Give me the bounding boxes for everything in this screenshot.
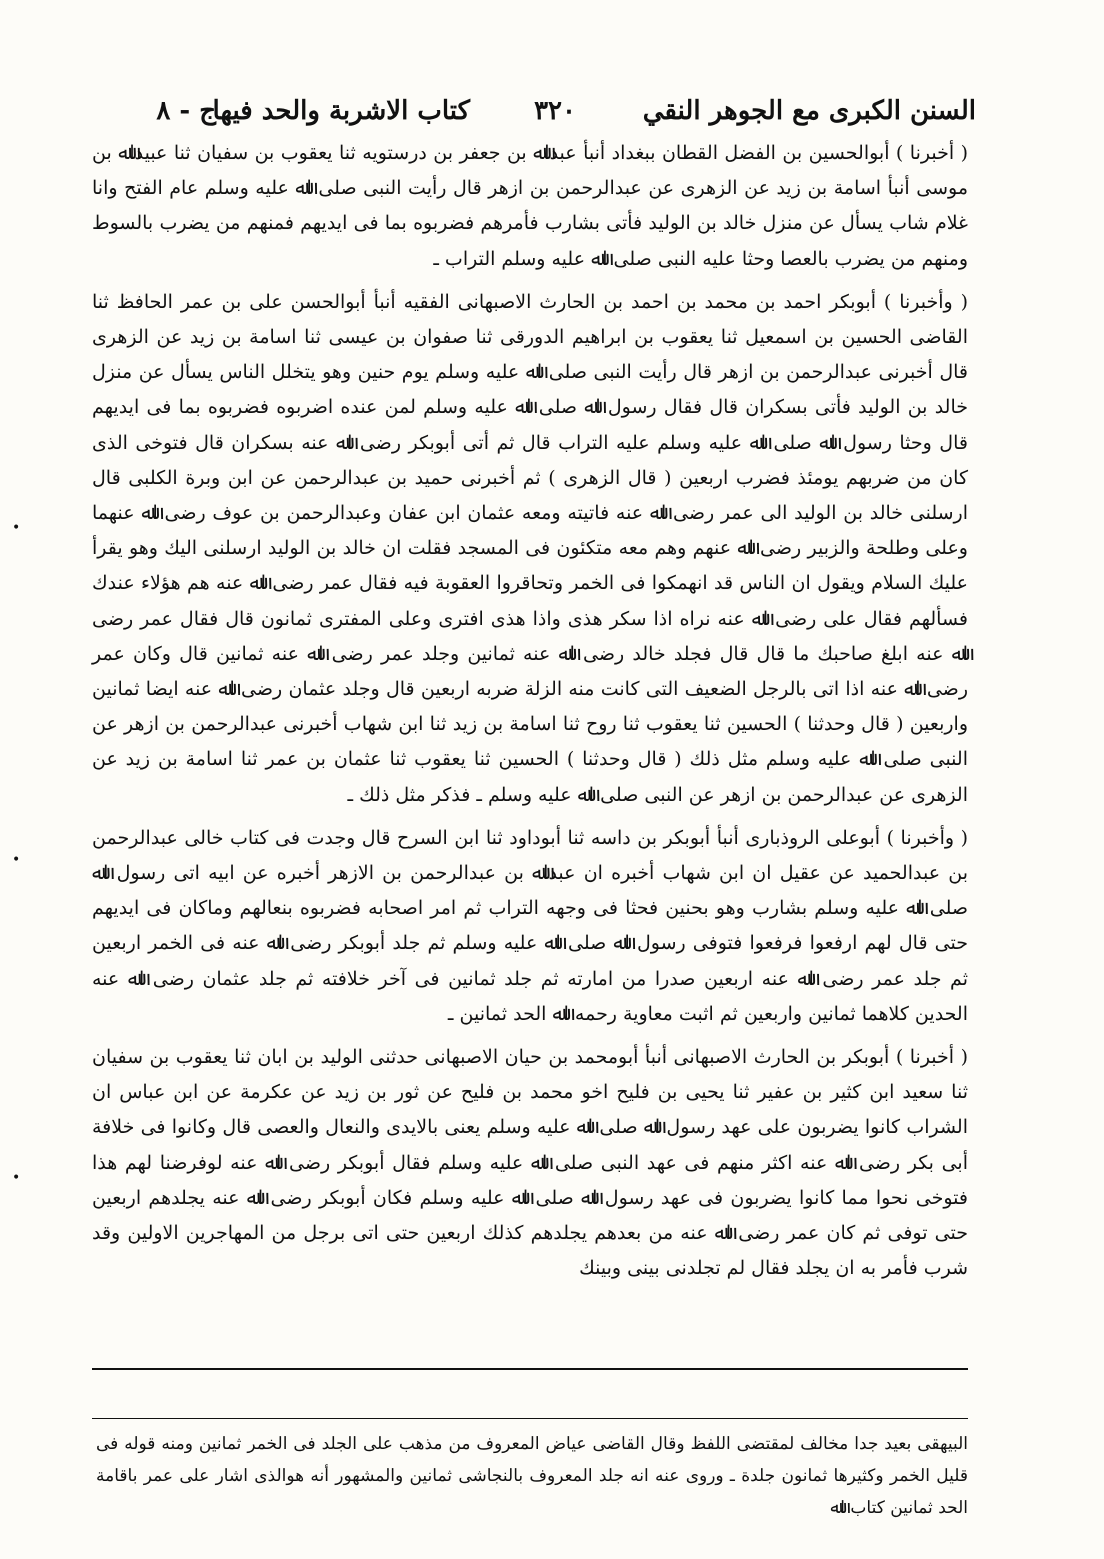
margin-mark: • bbox=[12, 520, 21, 536]
paragraph: ( أخبرنا ) أبوبكر بن الحارث الاصبهانى أنبأ أبومحمد بن حيان الاصبهانى حدثنى الوليد بن ابان ثنا يعقوب بن سفيان ثنا سعيد ابن كثير بن عفير ثنا يحيى بن فليح اخو محمد بن فليح عن ثور بن زيد عن عكرمة عن ابن عباس ان الشراب كانوا يضربون على عهد رسول اﷲ صلى اﷲ عليه وسلم يعنى بالايدى والنعال والعصى قال وكانوا فى خلافة أبى بكر رضى اﷲ عنه اكثر منهم فى عهد النبى صلى اﷲ عليه وسلم فقال أبوبكر رضى اﷲ عنه لوفرضنا لهم هذا فتوخى نحوا مما كانوا يضربون فى عهد رسول اﷲ صلى اﷲ عليه وسلم فكان أبوبكر رضى اﷲ عنه يجلدهم اربعين حتى توفى ثم كان عمر رضى اﷲ عنه من بعدهم يجلدهم كذلك اربعين حتى اتى برجل من المهاجرين الاولين وقد شرب فأمر به ان يجلد فقال لم تجلدنى بينى وبينك bbox=[92, 1046, 968, 1280]
volume-number: ج - ٨ bbox=[156, 96, 216, 126]
paragraph: ( وأخبرنا ) أبوعلى الروذبارى أنبأ أبوبكر بن داسه ثنا أبوداود ثنا ابن السرح قال وجدت فى كتاب خالى عبدالرحمن بن عبدالحميد عن عقيل ان ابن شهاب أخبره ان عبداﷲ بن عبدالرحمن بن الازهر أخبره عن ابيه اتى رسول اﷲ صلى اﷲ عليه وسلم بشارب وهو بحنين فحثا فى وجهه التراب ثم امر اصحابه فضربوه بنعالهم وماكان فى ايديهم حتى قال لهم ارفعوا فرفعوا فتوفى رسول اﷲ صلى اﷲ عليه وسلم ثم جلد أبوبكر رضى اﷲ عنه فى الخمر اربعين ثم جلد عمر رضى اﷲ عنه اربعين صدرا من امارته ثم جلد ثمانين فى آخر خلافته ثم جلد عثمان رضى اﷲ عنه الحدين كلاهما ثمانين واربعين ثم اثبت معاوية رحمه اﷲ الحد ثمانين ـ bbox=[92, 826, 968, 1025]
header-title: السنن الكبرى مع الجوهر النقي bbox=[642, 96, 976, 126]
paragraph: ( وأخبرنا ) أبوبكر احمد بن محمد بن احمد بن الحارث الاصبهانى الفقيه أنبأ أبوالحسن على بن عمر الحافظ ثنا القاضى الحسين بن اسمعيل ثنا يعقوب بن ابراهيم الدورقى ثنا صفوان بن عيسى ثنا اسامة بن زيد عن الزهرى قال أخبرنى عبدالرحمن بن ازهر قال رأيت النبى صلى اﷲ عليه وسلم يوم حنين وهو يتخلل الناس يسأل عن منزل خالد بن الوليد فأتى بسكران قال فقال رسول اﷲ صلى اﷲ عليه وسلم لمن عنده اضربوه فضربوه بما فى ايديهم قال وحثا رسول اﷲ صلى اﷲ عليه وسلم عليه التراب قال ثم أتى أبوبكر رضى اﷲ عنه بسكران قال فتوخى الذى كان من ضربهم يومئذ فضرب اربعين ( قال الزهرى ) ثم أخبرنى حميد بن عبدالرحمن عن ابن وبرة الكلبى قال ارسلنى خالد بن الوليد الى عمر رضى اﷲ عنه فاتيته ومعه عثمان ابن عفان وعبدالرحمن بن عوف رضى اﷲ عنهما وعلى وطلحة والزبير رضى اﷲ عنهم وهم معه متكئون فى المسجد فقلت ان خالد بن الوليد ارسلنى اليك وهو يقرأ عليك السلام ويقول ان الناس قد انهمكوا فى الخمر وتحاقروا العقوبة فيه فقال عمر رضى اﷲ عنه هم هؤلاء عندك فسألهم فقال على رضى اﷲ عنه نراه اذا سكر هذى واذا هذى افترى وعلى المفترى ثمانون قال فقال عمر رضى اﷲ عنه ابلغ صاحبك ما قال قال فجلد خالد رضى اﷲ عنه ثمانين وجلد عمر رضى اﷲ عنه ثمانين قال وكان عمر رضى اﷲ عنه اذا اتى بالرجل الضعيف التى كانت منه الزلة ضربه اربعين قال وجلد عثمان رضى اﷲ عنه ايضا ثمانين واربعين ( قال وحدثنا ) الحسين ثنا يعقوب ثنا روح ثنا اسامة بن زيد ثنا ابن شهاب أخبرنى عبدالرحمن بن ازهر عن النبى صلى اﷲ عليه وسلم مثل ذلك ( قال وحدثنا ) الحسين ثنا يعقوب ثنا عثمان بن عمر ثنا اسامة بن زيد عن الزهرى عن عبدالرحمن بن ازهر عن النبى صلى اﷲ عليه وسلم ـ فذكر مثل ذلك ـ bbox=[92, 290, 968, 806]
footnote: البيهقى بعيد جدا مخالف لمقتضى اللفظ وقال القاضى عياض المعروف من مذهب على الجلد فى الخمر ثمانين ومنه قوله فى قليل الخمر وكثيرها ثمانون جلدة ـ وروى عنه انه جلد المعروف بالنجاشى ثمانين والمشهور أنه هوالذى اشار على عمر باقامة الحد ثمانين كتاب اﷲ bbox=[96, 1434, 968, 1518]
paragraph: ( أخبرنا ) أبوالحسين بن الفضل القطان ببغداد أنبأ عبداﷲ بن جعفر بن درستويه ثنا يعقوب بن سفيان ثنا عبيداﷲ بن موسى أنبأ اسامة بن زيد عن الزهرى عن عبدالرحمن بن ازهر قال رأيت النبى صلى اﷲ عليه وسلم عام الفتح وانا غلام شاب يسأل عن منزل خالد بن الوليد فأتى بشارب فأمرهم فضربوه بما فى ايديهم فمنهم من يضرب بالسوط ومنهم من يضرب بالعصا وحثا عليه النبى صلى اﷲ عليه وسلم التراب ـ bbox=[92, 142, 969, 270]
margin-mark: • bbox=[12, 1170, 21, 1186]
section-divider bbox=[92, 1368, 968, 1370]
page-number: ٣٢٠ bbox=[534, 96, 576, 126]
footnote-divider bbox=[92, 1418, 968, 1419]
main-text bbox=[92, 136, 968, 1295]
margin-mark: • bbox=[12, 852, 21, 868]
book-title: كتاب الاشربة والحد فيها bbox=[212, 96, 470, 126]
